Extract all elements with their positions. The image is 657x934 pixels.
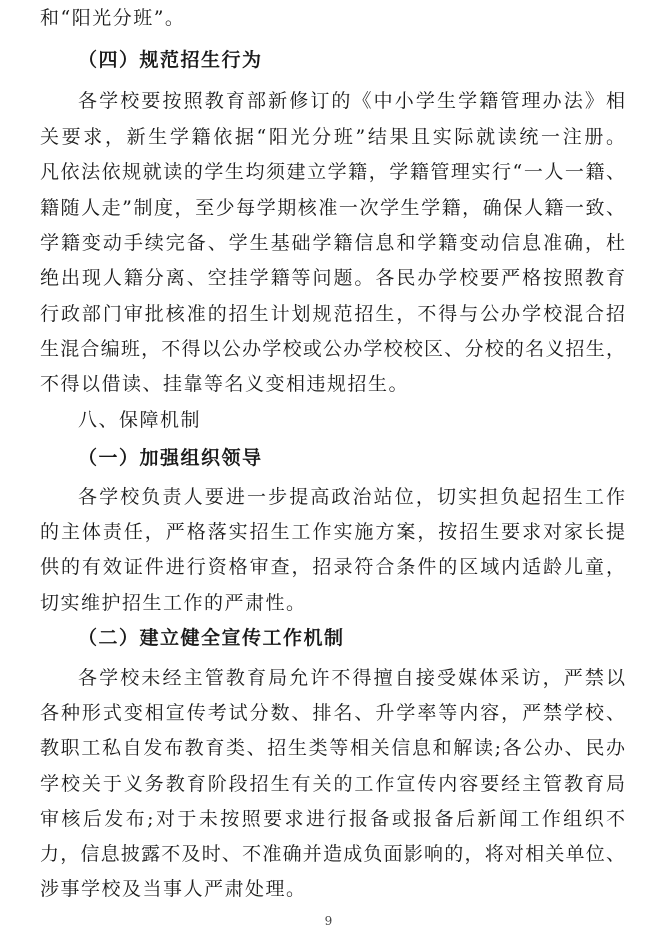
- paragraph-line: 审核后发布;对于未按照要求进行报备或报备后新闻工作组织不: [40, 808, 625, 830]
- section-4-heading: （四）规范招生行为: [78, 49, 263, 71]
- paragraph-line: 学籍变动手续完备、学生基础学籍信息和学籍变动信息准确，杜: [40, 232, 625, 254]
- paragraph-line: 不得以借读、挂靠等名义变相违规招生。: [40, 373, 410, 395]
- paragraph-line: 凡依法依规就读的学生均须建立学籍，学籍管理实行“一人一籍、: [40, 161, 625, 183]
- chapter-8-heading: 八、保障机制: [78, 409, 202, 431]
- paragraph-line: 各学校负责人要进一步提高政治站位，切实担负起招生工作: [78, 486, 625, 508]
- page-number: 9: [324, 914, 333, 928]
- paragraph-line: 供的有效证件进行资格审查，招录符合条件的区域内适龄儿童，: [40, 556, 625, 578]
- paragraph-line: 行政部门审批核准的招生计划规范招生，不得与公办学校混合招: [40, 303, 625, 325]
- paragraph-line: 切实维护招生工作的严肃性。: [40, 592, 307, 614]
- paragraph-line: 生混合编班，不得以公办学校或公办学校校区、分校的名义招生，: [40, 338, 625, 360]
- paragraph-line: 绝出现人籍分离、空挂学籍等问题。各民办学校要严格按照教育: [40, 267, 625, 289]
- paragraph-line: 学校关于义务教育阶段招生有关的工作宣传内容要经主管教育局: [40, 773, 625, 795]
- intro-tail-text: 和“阳光分班”。: [40, 7, 186, 29]
- paragraph-line: 各种形式变相宣传考试分数、排名、升学率等内容，严禁学校、: [40, 702, 625, 724]
- paragraph-line: 籍随人走”制度，至少每学期核准一次学生学籍，确保人籍一致、: [40, 197, 625, 219]
- paragraph-line: 力，信息披露不及时、不准确并造成负面影响的，将对相关单位、: [40, 843, 625, 865]
- section-8-1-heading: （一）加强组织领导: [78, 447, 263, 469]
- paragraph-line: 各学校未经主管教育局允许不得擅自接受媒体采访，严禁以: [78, 667, 625, 689]
- paragraph-line: 各学校要按照教育部新修订的《中小学生学籍管理办法》相: [78, 90, 625, 112]
- paragraph-line: 教职工私自发布教育类、招生类等相关信息和解读;各公办、民办: [40, 737, 625, 759]
- paragraph-line: 的主体责任，严格落实招生工作实施方案，按招生要求对家长提: [40, 521, 625, 543]
- paragraph-line: 涉事学校及当事人严肃处理。: [40, 878, 307, 900]
- paragraph-line: 关要求，新生学籍依据“阳光分班”结果且实际就读统一注册。: [40, 126, 625, 148]
- section-8-2-heading: （二）建立健全宣传工作机制: [78, 627, 345, 649]
